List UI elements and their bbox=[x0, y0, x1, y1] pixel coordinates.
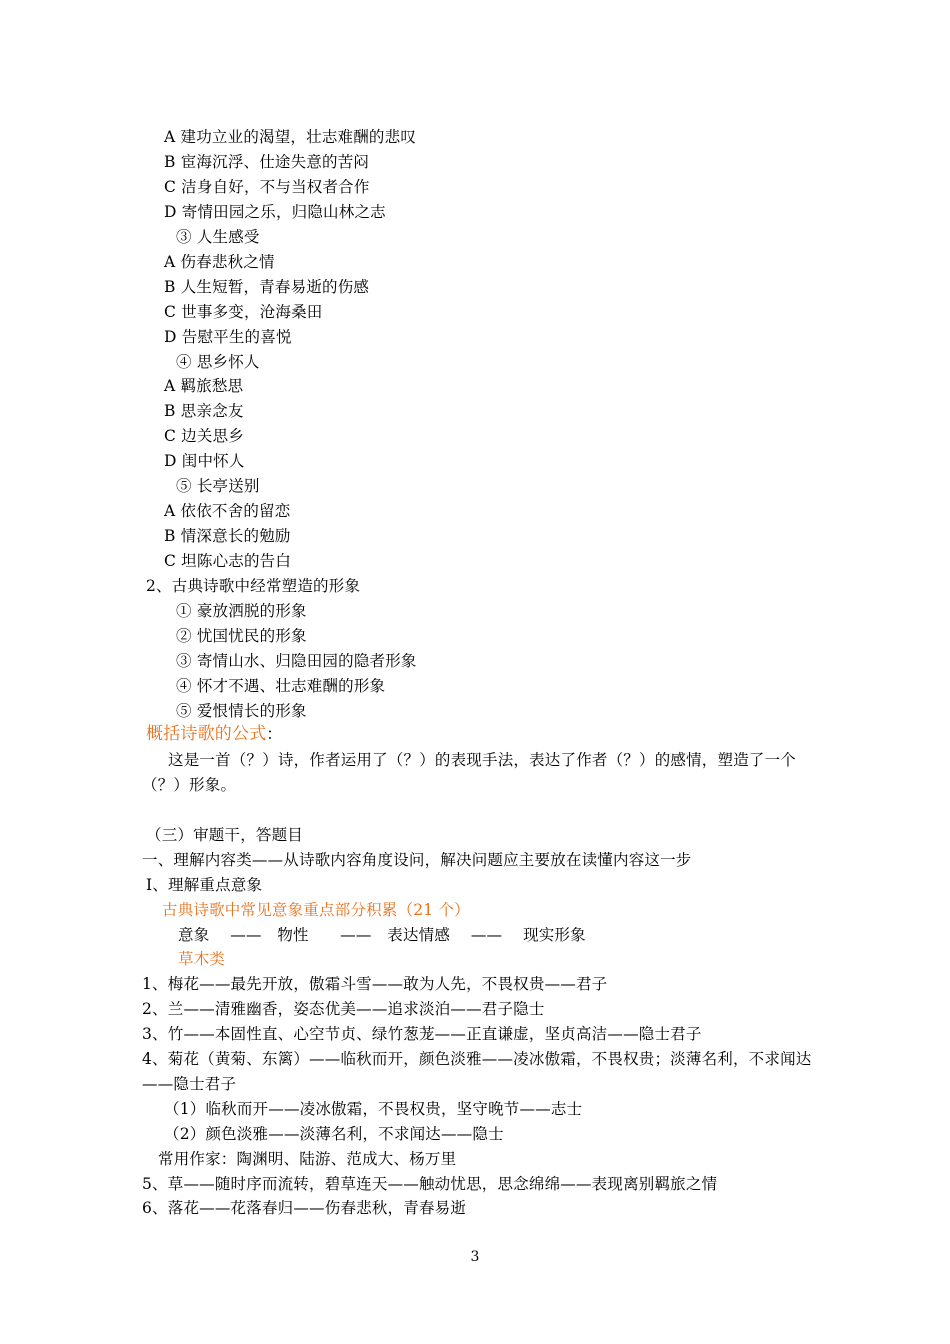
imagery-item-cont: ——隐士君子 bbox=[142, 1075, 237, 1093]
paragraph-line: Ⅰ、理解重点意象 bbox=[146, 876, 263, 894]
option-line: B 思亲念友 bbox=[164, 402, 244, 420]
list-item: ② 忧国忧民的形象 bbox=[176, 627, 307, 645]
subheading-line: ⑤ 长亭送别 bbox=[176, 477, 260, 495]
option-line: A 羁旅愁思 bbox=[164, 377, 244, 395]
list-item: ① 豪放洒脱的形象 bbox=[176, 602, 307, 620]
option-line: C 世事多变，沧海桑田 bbox=[164, 303, 323, 321]
imagery-item: 2、兰——清雅幽香，姿态优美——追求淡泊——君子隐士 bbox=[142, 1000, 545, 1018]
imagery-item: 3、竹——本固性直、心空节贞、绿竹葱茏——正直谦虚，坚贞高洁——隐士君子 bbox=[142, 1025, 702, 1043]
option-line: C 坦陈心志的告白 bbox=[164, 552, 292, 570]
formula-body: 这是一首（？）诗，作者运用了（？）的表现手法，表达了作者（？）的感情，塑造了一个 bbox=[168, 751, 797, 769]
imagery-item: 6、落花——花落春归——伤春悲秋，青春易逝 bbox=[142, 1199, 467, 1217]
option-line: D 闺中怀人 bbox=[164, 452, 245, 470]
imagery-item: 1、梅花——最先开放，傲霜斗雪——敢为人先，不畏权贵——君子 bbox=[142, 975, 608, 993]
subheading-line: ④ 思乡怀人 bbox=[176, 353, 260, 371]
paragraph-line: 一、理解内容类——从诗歌内容角度设问，解决问题应主要放在读懂内容这一步 bbox=[142, 851, 692, 869]
imagery-item: 4、菊花（黄菊、东篱）——临秋而开，颜色淡雅——凌冰傲霜，不畏权贵；淡薄名利，不求闻达 bbox=[142, 1050, 812, 1068]
category-heading: 草木类 bbox=[178, 950, 226, 968]
section-heading: （三）审题干，答题目 bbox=[146, 826, 304, 844]
imagery-item: 5、草——随时序而流转，碧草连天——触动忧思，思念绵绵——表现离别羁旅之情 bbox=[142, 1175, 718, 1193]
option-line: A 建功立业的渴望，壮志难酬的悲叹 bbox=[164, 128, 417, 146]
formula-heading-colon: ： bbox=[266, 725, 283, 743]
authors-line: 常用作家：陶渊明、陆游、范成大、杨万里 bbox=[158, 1150, 457, 1168]
formula-body-cont: （？）形象。 bbox=[142, 776, 237, 794]
sub-item: （2）颜色淡雅——淡薄名利，不求闻达——隐士 bbox=[164, 1125, 504, 1143]
option-line: B 情深意长的勉励 bbox=[164, 527, 291, 545]
subheading-line: ③ 人生感受 bbox=[176, 228, 260, 246]
option-line: B 人生短暂，青春易逝的伤感 bbox=[164, 278, 370, 296]
formula-heading-text: 概括诗歌的公式 bbox=[146, 724, 267, 744]
section-heading: 2、古典诗歌中经常塑造的形象 bbox=[146, 577, 361, 595]
option-line: A 依依不舍的留恋 bbox=[164, 502, 291, 520]
option-line: D 告慰平生的喜悦 bbox=[164, 328, 292, 346]
table-header-line: 意象 —— 物性 —— 表达情感 —— 现实形象 bbox=[178, 926, 586, 944]
list-item: ⑤ 爱恨情长的形象 bbox=[176, 702, 307, 720]
sub-item: （1）临秋而开——凌冰傲霜，不畏权贵，坚守晚节——志士 bbox=[164, 1100, 583, 1118]
list-item: ③ 寄情山水、归隐田园的隐者形象 bbox=[176, 652, 417, 670]
list-item: ④ 怀才不遇、壮志难酬的形象 bbox=[176, 677, 386, 695]
page-number: 3 bbox=[470, 1249, 480, 1265]
option-line: C 边关思乡 bbox=[164, 427, 244, 445]
option-line: B 宦海沉浮、仕途失意的苦闷 bbox=[164, 153, 370, 171]
formula-heading bbox=[146, 724, 282, 744]
option-line: D 寄情田园之乐，归隐山林之志 bbox=[164, 203, 386, 221]
option-line: C 洁身自好，不与当权者合作 bbox=[164, 178, 370, 196]
option-line: A 伤春悲秋之情 bbox=[164, 253, 275, 271]
highlight-heading: 古典诗歌中常见意象重点部分积累（21 个） bbox=[162, 901, 470, 919]
